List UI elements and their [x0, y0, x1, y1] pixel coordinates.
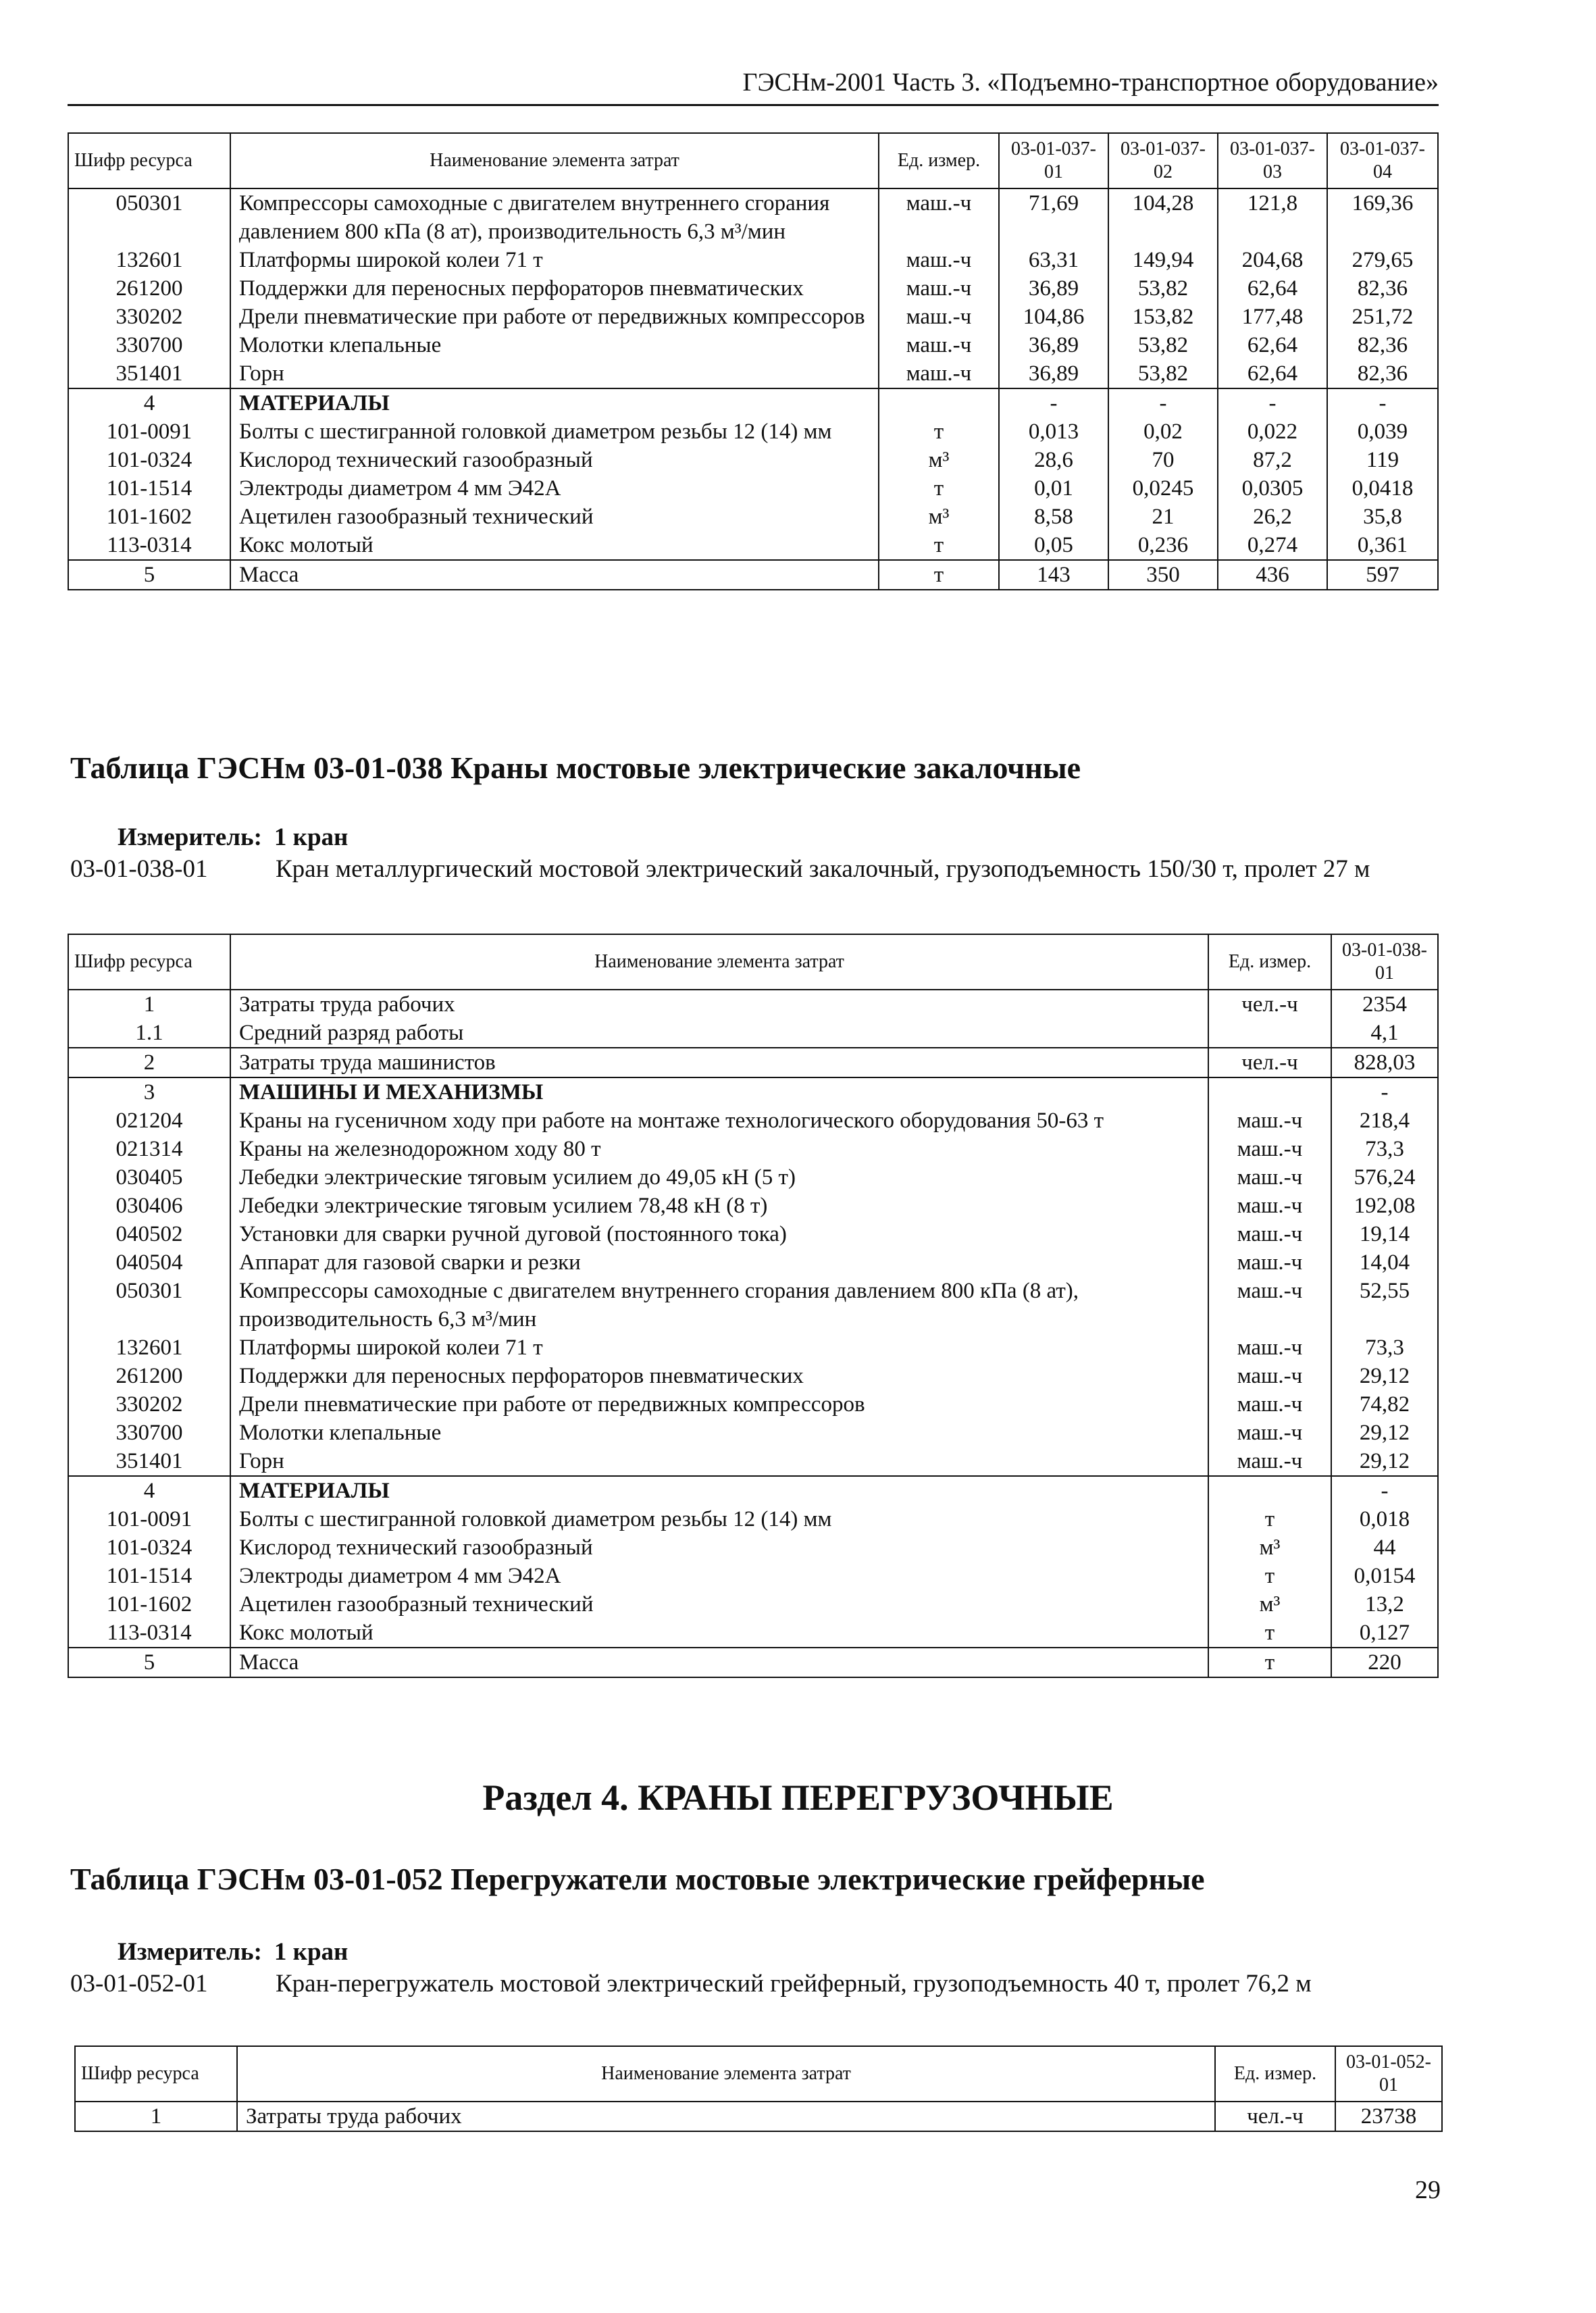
value: 119 [1327, 446, 1438, 474]
table-row [68, 1333, 1438, 1362]
value: - [1331, 1077, 1438, 1107]
table-row [68, 331, 1438, 359]
resource-code: 351401 [68, 1447, 230, 1476]
resource-code: 261200 [68, 1362, 230, 1390]
unit [1208, 1476, 1331, 1505]
resource-name: Горн [230, 359, 879, 388]
measurer-label: Измеритель: [118, 1938, 262, 1966]
value: 26,2 [1218, 503, 1327, 531]
resource-code: 021204 [68, 1107, 230, 1135]
measurer [118, 823, 348, 852]
unit: т [1208, 1505, 1331, 1533]
value: 8,58 [999, 503, 1108, 531]
unit [1208, 1019, 1331, 1048]
table-row [68, 474, 1438, 503]
value: 35,8 [1327, 503, 1438, 531]
table-row [68, 1619, 1438, 1648]
table-row [68, 560, 1438, 590]
table-row [75, 2102, 1442, 2131]
resource-name: МАТЕРИАЛЫ [230, 388, 879, 417]
value: 436 [1218, 560, 1327, 590]
value: 169,36 [1327, 188, 1438, 246]
unit: т [1208, 1562, 1331, 1590]
value: 87,2 [1218, 446, 1327, 474]
value: 53,82 [1108, 359, 1218, 388]
resource-name: Масса [230, 560, 879, 590]
value: 73,3 [1331, 1135, 1438, 1163]
value: 153,82 [1108, 303, 1218, 331]
unit: маш.-ч [1208, 1333, 1331, 1362]
resource-name: Болты с шестигранной головкой диаметром резьбы 12 (14) мм [230, 1505, 1208, 1533]
table-row [68, 1476, 1438, 1505]
value: 0,236 [1108, 531, 1218, 560]
value: 597 [1327, 560, 1438, 590]
value: 204,68 [1218, 246, 1327, 274]
value: 0,01 [999, 474, 1108, 503]
resource-code: 1.1 [68, 1019, 230, 1048]
resource-code: 101-1514 [68, 474, 230, 503]
unit: маш.-ч [1208, 1419, 1331, 1447]
value: 177,48 [1218, 303, 1327, 331]
value: 251,72 [1327, 303, 1438, 331]
value: 53,82 [1108, 274, 1218, 303]
value: 0,0305 [1218, 474, 1327, 503]
item-code: 03-01-038-01 [70, 855, 208, 883]
header-col: 03-01-037-04 [1327, 133, 1438, 188]
unit: м³ [879, 503, 999, 531]
resource-name: Дрели пневматические при работе от передвижных компрессоров [230, 303, 879, 331]
item-text: Кран металлургический мостовой электрический закалочный, грузоподъемность 150/30 т, пролет 27 м [276, 855, 1370, 883]
measurer-label: Измеритель: [118, 823, 262, 851]
table-row [68, 303, 1438, 331]
value: 149,94 [1108, 246, 1218, 274]
table-row [68, 1390, 1438, 1419]
resource-name: Затраты труда рабочих [237, 2102, 1215, 2131]
resource-name: Компрессоры самоходные с двигателем внутреннего сгорания давлением 800 кПа (8 ат), производительность 6,3 м³/мин [230, 1277, 1208, 1333]
resource-code: 2 [68, 1048, 230, 1077]
table-038-title: Таблица ГЭСНм 03-01-038 Краны мостовые электрические закалочные [70, 751, 1081, 785]
unit: т [879, 560, 999, 590]
unit: чел.-ч [1208, 990, 1331, 1019]
table-row [68, 1505, 1438, 1533]
value: 36,89 [999, 331, 1108, 359]
resource-code: 1 [75, 2102, 237, 2131]
value: 0,127 [1331, 1619, 1438, 1648]
table-row [68, 1277, 1438, 1333]
resource-code: 101-1514 [68, 1562, 230, 1590]
resource-code: 101-0324 [68, 446, 230, 474]
value: 0,361 [1327, 531, 1438, 560]
measurer-value: 1 кран [274, 823, 349, 851]
header-name: Наименование элемента затрат [237, 2046, 1215, 2102]
value: 0,02 [1108, 417, 1218, 446]
table-row [68, 1562, 1438, 1590]
value: 36,89 [999, 359, 1108, 388]
value: 28,6 [999, 446, 1108, 474]
unit: маш.-ч [1208, 1277, 1331, 1333]
value: 104,28 [1108, 188, 1218, 246]
table-row [68, 1533, 1438, 1562]
resource-name: Электроды диаметром 4 мм Э42А [230, 474, 879, 503]
header-col: 03-01-052-01 [1335, 2046, 1442, 2102]
resource-name: Средний разряд работы [230, 1019, 1208, 1048]
value: 13,2 [1331, 1590, 1438, 1619]
value: 4,1 [1331, 1019, 1438, 1048]
unit: т [879, 474, 999, 503]
value: 29,12 [1331, 1447, 1438, 1476]
resource-name: Компрессоры самоходные с двигателем внутреннего сгорания давлением 800 кПа (8 ат), производительность 6,3 м³/мин [230, 188, 879, 246]
value: 0,018 [1331, 1505, 1438, 1533]
unit: маш.-ч [1208, 1362, 1331, 1390]
resource-name: Лебедки электрические тяговым усилием до 49,05 кН (5 т) [230, 1163, 1208, 1192]
resource-name: МАТЕРИАЛЫ [230, 1476, 1208, 1505]
resource-code: 351401 [68, 359, 230, 388]
unit: т [879, 417, 999, 446]
table-row [68, 503, 1438, 531]
unit: маш.-ч [1208, 1163, 1331, 1192]
value: 0,039 [1327, 417, 1438, 446]
resource-name: Платформы широкой колеи 71 т [230, 246, 879, 274]
table-row [68, 1419, 1438, 1447]
value: 576,24 [1331, 1163, 1438, 1192]
resource-code: 101-0091 [68, 417, 230, 446]
value: 143 [999, 560, 1108, 590]
item-code: 03-01-052-01 [70, 1970, 208, 1998]
table-row [68, 1648, 1438, 1677]
resource-name: Установки для сварки ручной дуговой (постоянного тока) [230, 1220, 1208, 1248]
resource-code: 330700 [68, 1419, 230, 1447]
value: 62,64 [1218, 274, 1327, 303]
table-row [68, 274, 1438, 303]
value: - [1108, 388, 1218, 417]
unit: маш.-ч [1208, 1390, 1331, 1419]
resource-code: 113-0314 [68, 531, 230, 560]
value: 44 [1331, 1533, 1438, 1562]
table-row [68, 246, 1438, 274]
resource-code: 113-0314 [68, 1619, 230, 1648]
resource-name: Дрели пневматические при работе от передвижных компрессоров [230, 1390, 1208, 1419]
unit: м³ [1208, 1533, 1331, 1562]
resource-code: 021314 [68, 1135, 230, 1163]
value: 82,36 [1327, 274, 1438, 303]
resource-name: МАШИНЫ И МЕХАНИЗМЫ [230, 1077, 1208, 1107]
table-row [68, 531, 1438, 560]
resource-code: 330202 [68, 1390, 230, 1419]
table-row [68, 359, 1438, 388]
resource-name: Затраты труда рабочих [230, 990, 1208, 1019]
resource-code: 1 [68, 990, 230, 1019]
resource-name: Кислород технический газообразный [230, 446, 879, 474]
value: - [1331, 1476, 1438, 1505]
table-row [68, 1077, 1438, 1107]
value: 29,12 [1331, 1419, 1438, 1447]
value: 53,82 [1108, 331, 1218, 359]
resource-code: 132601 [68, 1333, 230, 1362]
resource-table-038 [68, 934, 1439, 1678]
value: 74,82 [1331, 1390, 1438, 1419]
unit: м³ [1208, 1590, 1331, 1619]
header-unit: Ед. измер. [1208, 934, 1331, 990]
unit: т [879, 531, 999, 560]
value: 0,022 [1218, 417, 1327, 446]
header-col: 03-01-037-02 [1108, 133, 1218, 188]
resource-name: Масса [230, 1648, 1208, 1677]
header-code: Шифр ресурса [68, 934, 230, 990]
unit [1208, 1077, 1331, 1107]
resource-name: Поддержки для переносных перфораторов пневматических [230, 274, 879, 303]
header-col: 03-01-038-01 [1331, 934, 1438, 990]
resource-code: 3 [68, 1077, 230, 1107]
value: 220 [1331, 1648, 1438, 1677]
value: 52,55 [1331, 1277, 1438, 1333]
resource-name: Молотки клепальные [230, 1419, 1208, 1447]
table-row [68, 1019, 1438, 1048]
resource-code: 132601 [68, 246, 230, 274]
header-col: 03-01-037-03 [1218, 133, 1327, 188]
resource-name: Ацетилен газообразный технический [230, 503, 879, 531]
resource-name: Аппарат для газовой сварки и резки [230, 1248, 1208, 1277]
value: 104,86 [999, 303, 1108, 331]
table-row [68, 1135, 1438, 1163]
resource-name: Краны на гусеничном ходу при работе на монтаже технологического оборудования 50-63 т [230, 1107, 1208, 1135]
resource-name: Кокс молотый [230, 1619, 1208, 1648]
value: 279,65 [1327, 246, 1438, 274]
running-header: ГЭСНм-2001 Часть 3. «Подъемно-транспортное оборудование» [68, 68, 1439, 106]
table-row [68, 1220, 1438, 1248]
unit: чел.-ч [1215, 2102, 1335, 2131]
value: 192,08 [1331, 1192, 1438, 1220]
resource-name: Поддержки для переносных перфораторов пневматических [230, 1362, 1208, 1390]
resource-code: 101-1602 [68, 1590, 230, 1619]
table-row [68, 1248, 1438, 1277]
value: 218,4 [1331, 1107, 1438, 1135]
value: 828,03 [1331, 1048, 1438, 1077]
resource-code: 030406 [68, 1192, 230, 1220]
header-unit: Ед. измер. [879, 133, 999, 188]
unit: маш.-ч [879, 303, 999, 331]
resource-code: 5 [68, 1648, 230, 1677]
table-row [68, 446, 1438, 474]
resource-code: 040504 [68, 1248, 230, 1277]
value: 23738 [1335, 2102, 1442, 2131]
value: 0,0418 [1327, 474, 1438, 503]
resource-name: Затраты труда машинистов [230, 1048, 1208, 1077]
resource-code: 4 [68, 1476, 230, 1505]
resource-name: Болты с шестигранной головкой диаметром резьбы 12 (14) мм [230, 417, 879, 446]
table-052-title: Таблица ГЭСНм 03-01-052 Перегружатели мостовые электрические грейферные [70, 1862, 1205, 1896]
value: 82,36 [1327, 331, 1438, 359]
page-number: 29 [1415, 2176, 1441, 2204]
resource-code: 050301 [68, 188, 230, 246]
unit: м³ [879, 446, 999, 474]
resource-code: 330700 [68, 331, 230, 359]
unit [879, 388, 999, 417]
value: 36,89 [999, 274, 1108, 303]
value: 19,14 [1331, 1220, 1438, 1248]
header-name: Наименование элемента затрат [230, 934, 1208, 990]
unit: маш.-ч [1208, 1135, 1331, 1163]
unit: маш.-ч [879, 331, 999, 359]
resource-code: 101-0091 [68, 1505, 230, 1533]
value: 70 [1108, 446, 1218, 474]
unit: маш.-ч [1208, 1447, 1331, 1476]
value: 21 [1108, 503, 1218, 531]
value: 73,3 [1331, 1333, 1438, 1362]
resource-name: Платформы широкой колеи 71 т [230, 1333, 1208, 1362]
value: 29,12 [1331, 1362, 1438, 1390]
resource-name: Краны на железнодорожном ходу 80 т [230, 1135, 1208, 1163]
unit: маш.-ч [1208, 1248, 1331, 1277]
unit: маш.-ч [1208, 1220, 1331, 1248]
resource-name: Ацетилен газообразный технический [230, 1590, 1208, 1619]
header-col: 03-01-037-01 [999, 133, 1108, 188]
value: 2354 [1331, 990, 1438, 1019]
measurer-value: 1 кран [274, 1938, 349, 1966]
section-title: Раздел 4. КРАНЫ ПЕРЕГРУЗОЧНЫЕ [482, 1777, 1114, 1818]
header-name: Наименование элемента затрат [230, 133, 879, 188]
value: 0,013 [999, 417, 1108, 446]
unit: т [1208, 1619, 1331, 1648]
table-row [68, 1107, 1438, 1135]
unit: маш.-ч [879, 246, 999, 274]
table-row [68, 1362, 1438, 1390]
resource-name: Горн [230, 1447, 1208, 1476]
value: 63,31 [999, 246, 1108, 274]
value: 0,05 [999, 531, 1108, 560]
value: 0,0154 [1331, 1562, 1438, 1590]
value: 350 [1108, 560, 1218, 590]
unit: маш.-ч [879, 188, 999, 246]
unit: маш.-ч [1208, 1107, 1331, 1135]
value: 82,36 [1327, 359, 1438, 388]
resource-table-037 [68, 132, 1439, 590]
table-row [68, 188, 1438, 246]
unit: маш.-ч [879, 274, 999, 303]
value: 71,69 [999, 188, 1108, 246]
table-row [68, 1192, 1438, 1220]
resource-code: 261200 [68, 274, 230, 303]
value: 0,274 [1218, 531, 1327, 560]
table-row [68, 1447, 1438, 1476]
table-row [68, 990, 1438, 1019]
unit: маш.-ч [1208, 1192, 1331, 1220]
unit: маш.-ч [879, 359, 999, 388]
table-row [68, 1163, 1438, 1192]
value: - [999, 388, 1108, 417]
resource-name: Кислород технический газообразный [230, 1533, 1208, 1562]
table-row [68, 388, 1438, 417]
header-code: Шифр ресурса [68, 133, 230, 188]
unit: т [1208, 1648, 1331, 1677]
resource-table-052 [74, 2045, 1443, 2132]
item-text: Кран-перегружатель мостовой электрический грейферный, грузоподъемность 40 т, пролет 76,2 м [276, 1970, 1312, 1998]
table-row [68, 417, 1438, 446]
value: 62,64 [1218, 359, 1327, 388]
resource-code: 101-1602 [68, 503, 230, 531]
resource-code: 5 [68, 560, 230, 590]
resource-name: Кокс молотый [230, 531, 879, 560]
value: 14,04 [1331, 1248, 1438, 1277]
resource-code: 4 [68, 388, 230, 417]
unit: чел.-ч [1208, 1048, 1331, 1077]
table-row [68, 1590, 1438, 1619]
resource-code: 101-0324 [68, 1533, 230, 1562]
value: - [1218, 388, 1327, 417]
value: 121,8 [1218, 188, 1327, 246]
value: - [1327, 388, 1438, 417]
resource-name: Лебедки электрические тяговым усилием 78,48 кН (8 т) [230, 1192, 1208, 1220]
measurer [118, 1937, 348, 1966]
resource-code: 050301 [68, 1277, 230, 1333]
table-row [68, 1048, 1438, 1077]
resource-code: 040502 [68, 1220, 230, 1248]
header-code: Шифр ресурса [75, 2046, 237, 2102]
resource-code: 330202 [68, 303, 230, 331]
header-unit: Ед. измер. [1215, 2046, 1335, 2102]
value: 0,0245 [1108, 474, 1218, 503]
resource-name: Молотки клепальные [230, 331, 879, 359]
value: 62,64 [1218, 331, 1327, 359]
resource-name: Электроды диаметром 4 мм Э42А [230, 1562, 1208, 1590]
resource-code: 030405 [68, 1163, 230, 1192]
